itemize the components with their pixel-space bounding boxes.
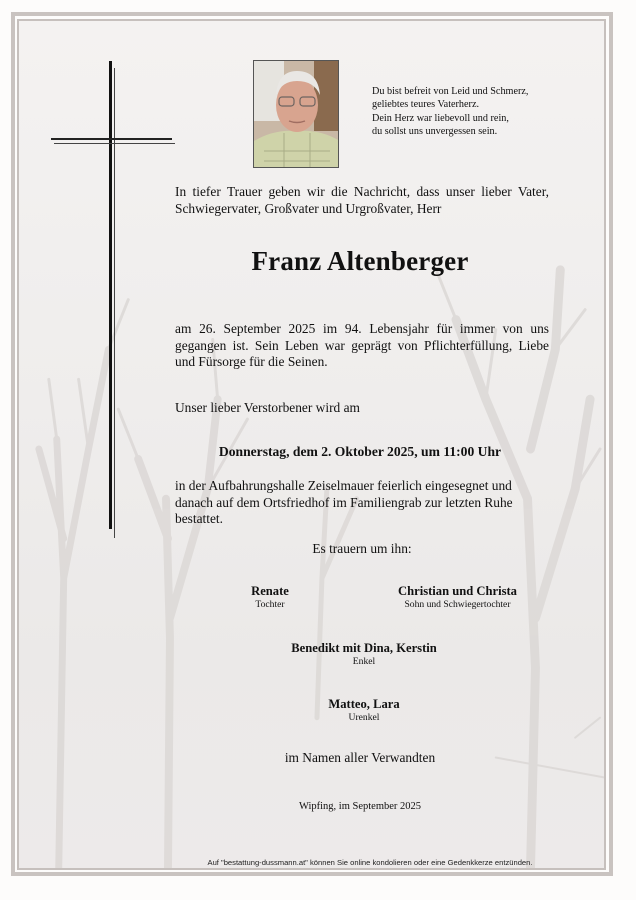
death-line: und Fürsorge für die Seinen. xyxy=(175,354,328,370)
footer-note: Auf "bestattung-dussmann.at" können Sie online kondolieren oder eine Gedenkkerze entzünden. xyxy=(207,858,533,867)
funeral-line: bestattet. xyxy=(175,511,223,527)
intro-paragraph xyxy=(175,184,549,217)
death-paragraph xyxy=(175,321,549,371)
death-line: gegangen ist. Sein Leben war geprägt von Pflichterfüllung, Liebe xyxy=(175,337,549,353)
funeral-line: in der Aufbahrungshalle Zeiselmauer feierlich eingesegnet und xyxy=(175,478,512,493)
poem-line: Dein Herz war liebevoll und rein, xyxy=(372,112,509,124)
mourners-heading: Es trauern um ihn: xyxy=(312,541,412,556)
funeral-paragraph xyxy=(175,478,549,528)
funeral-intro: Unser lieber Verstorbener wird am xyxy=(175,400,360,415)
mourner-entry xyxy=(370,584,545,610)
death-line: am 26. September 2025 im 94. Lebensjahr für immer von uns xyxy=(175,321,549,336)
mourner-entry xyxy=(200,584,340,610)
mourner-entry xyxy=(264,641,464,667)
poem xyxy=(372,85,528,139)
mourner-relation: Enkel xyxy=(352,656,376,667)
mourner-name: Benedikt mit Dina, Kerstin xyxy=(291,641,437,655)
portrait-photo xyxy=(253,60,339,168)
mourner-relation: Tochter xyxy=(255,599,285,610)
closing-line: im Namen aller Verwandten xyxy=(284,750,436,765)
mourner-name: Renate xyxy=(251,584,289,598)
portrait-image xyxy=(254,61,339,168)
poem-line: du sollst uns unvergessen sein. xyxy=(372,126,498,138)
place-date: Wipfing, im September 2025 xyxy=(298,801,422,812)
funeral-date: Donnerstag, dem 2. Oktober 2025, um 11:00 Uhr xyxy=(218,444,502,459)
intro-line: In tiefer Trauer geben wir die Nachricht, dass unser lieber Vater, xyxy=(175,184,549,199)
deceased-name: Franz Altenberger xyxy=(251,246,469,276)
mourner-relation: Urenkel xyxy=(348,712,380,723)
mourner-name: Matteo, Lara xyxy=(328,697,400,711)
intro-line: Schwiegervater, Großvater und Urgroßvater, Herr xyxy=(175,200,442,216)
poem-line: Du bist befreit von Leid und Schmerz, xyxy=(372,86,529,97)
mourner-name: Christian und Christa xyxy=(398,584,517,598)
poem-line: geliebtes teures Vaterherz. xyxy=(372,99,480,111)
mourner-entry xyxy=(264,697,464,723)
mourner-relation: Sohn und Schwiegertochter xyxy=(404,599,511,610)
funeral-line: danach auf dem Ortsfriedhof im Familiengrab zur letzten Ruhe xyxy=(175,494,513,510)
